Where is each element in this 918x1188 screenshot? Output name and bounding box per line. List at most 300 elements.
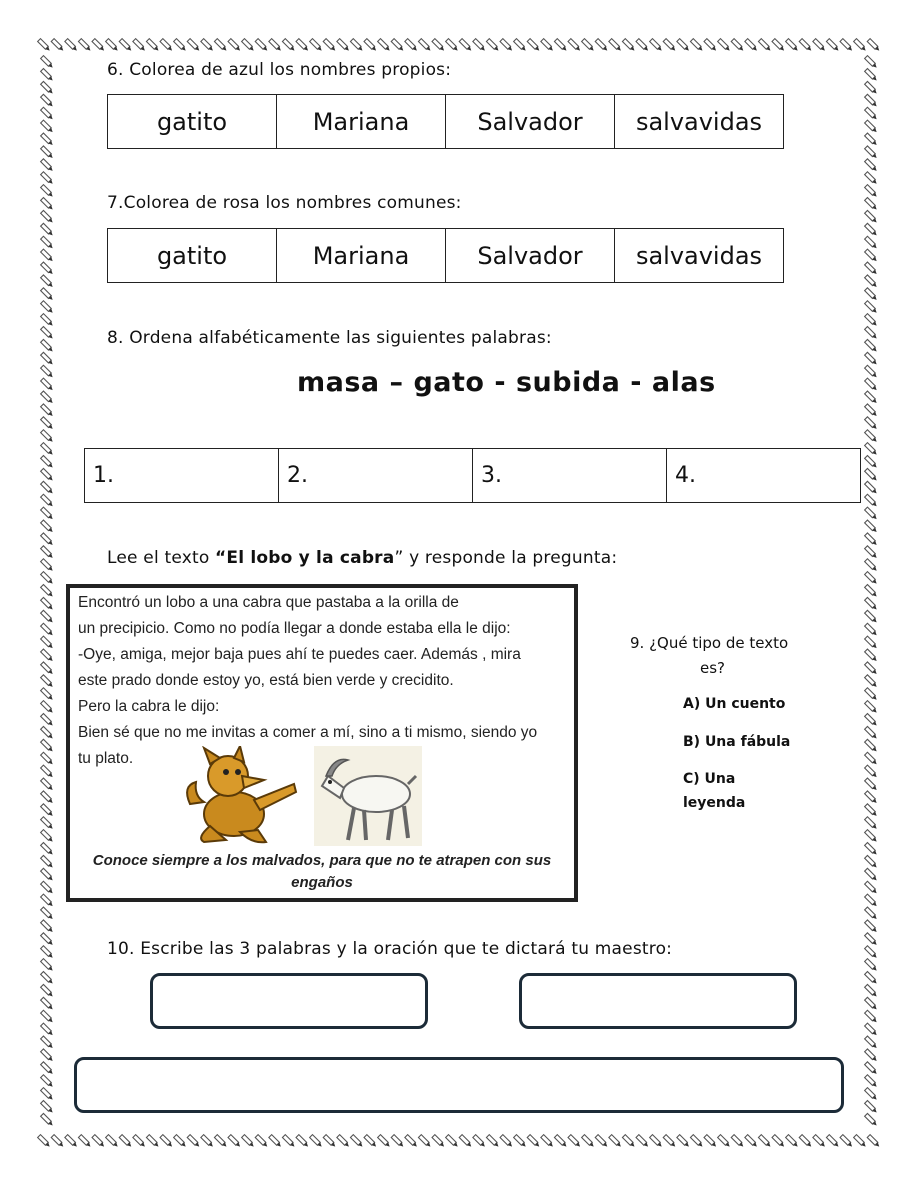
pencil-icon <box>865 249 878 262</box>
pencil-icon <box>772 1135 785 1148</box>
pencil-icon <box>378 39 391 52</box>
pencil-icon <box>41 507 54 520</box>
pencil-border-bottom <box>36 1130 882 1152</box>
pencil-icon <box>41 249 54 262</box>
pencil-icon <box>745 1135 758 1148</box>
pencil-icon <box>41 339 54 352</box>
pencil-icon <box>41 984 54 997</box>
pencil-icon <box>731 39 744 52</box>
dictation-word-box[interactable] <box>150 973 428 1029</box>
pencil-icon <box>622 1135 635 1148</box>
pencil-icon <box>840 39 853 52</box>
pencil-icon <box>146 39 159 52</box>
pencil-icon <box>865 714 878 727</box>
pencil-icon <box>41 69 54 82</box>
pencil-icon <box>865 236 878 249</box>
pencil-icon <box>865 778 878 791</box>
pencil-icon <box>636 1135 649 1148</box>
pencil-icon <box>133 39 146 52</box>
story-line: un precipicio. Como no podía llegar a donde estaba ella le dijo: <box>78 620 511 637</box>
pencil-icon <box>865 1010 878 1023</box>
q8-answer-slot[interactable]: 4. <box>667 449 861 503</box>
pencil-icon <box>527 1135 540 1148</box>
pencil-icon <box>41 714 54 727</box>
pencil-icon <box>865 301 878 314</box>
pencil-icon <box>78 39 91 52</box>
pencil-border-top <box>36 34 882 56</box>
pencil-icon <box>41 597 54 610</box>
pencil-icon <box>65 39 78 52</box>
pencil-icon <box>609 39 622 52</box>
pencil-icon <box>41 997 54 1010</box>
pencil-icon <box>41 572 54 585</box>
pencil-icon <box>432 39 445 52</box>
pencil-icon <box>41 378 54 391</box>
pencil-icon <box>255 39 268 52</box>
q6-title: 6. Colorea de azul los nombres propios: <box>107 60 452 80</box>
pencil-icon <box>269 1135 282 1148</box>
pencil-icon <box>459 1135 472 1148</box>
pencil-icon <box>865 69 878 82</box>
pencil-icon <box>41 559 54 572</box>
story-line: Pero la cabra le dijo: <box>78 698 220 715</box>
pencil-icon <box>772 39 785 52</box>
pencil-icon <box>865 56 878 69</box>
pencil-icon <box>865 146 878 159</box>
pencil-icon <box>160 39 173 52</box>
pencil-icon <box>826 1135 839 1148</box>
pencil-icon <box>500 1135 513 1148</box>
pencil-icon <box>405 1135 418 1148</box>
pencil-icon <box>418 39 431 52</box>
pencil-icon <box>865 688 878 701</box>
pencil-icon <box>41 133 54 146</box>
pencil-icon <box>41 868 54 881</box>
pencil-icon <box>41 494 54 507</box>
pencil-icon <box>865 1036 878 1049</box>
reading-intro-after: ” y responde la pregunta: <box>394 548 618 568</box>
story-line: Encontró un lobo a una cabra que pastaba a la orilla de <box>78 594 459 611</box>
pencil-icon <box>41 146 54 159</box>
pencil-icon <box>865 546 878 559</box>
pencil-icon <box>41 946 54 959</box>
pencil-icon <box>554 39 567 52</box>
pencil-icon <box>65 1135 78 1148</box>
q9-option-a[interactable]: A) Un cuento <box>683 696 786 712</box>
pencil-icon <box>865 959 878 972</box>
pencil-icon <box>663 39 676 52</box>
pencil-icon <box>865 1101 878 1114</box>
pencil-icon <box>41 172 54 185</box>
q7-word-cell[interactable]: salvavidas <box>615 229 784 283</box>
pencil-icon <box>41 739 54 752</box>
pencil-icon <box>391 1135 404 1148</box>
pencil-icon <box>865 559 878 572</box>
story-box <box>66 584 578 902</box>
pencil-icon <box>119 39 132 52</box>
q7-word-table <box>107 228 784 283</box>
pencil-icon <box>201 1135 214 1148</box>
pencil-icon <box>201 39 214 52</box>
pencil-icon <box>514 39 527 52</box>
pencil-icon <box>677 39 690 52</box>
pencil-icon <box>41 81 54 94</box>
pencil-icon <box>41 791 54 804</box>
pencil-icon <box>865 1113 878 1126</box>
reading-intro-title: “El lobo y la cabra <box>215 548 395 568</box>
pencil-icon <box>446 1135 459 1148</box>
pencil-icon <box>745 39 758 52</box>
pencil-icon <box>432 1135 445 1148</box>
goat-image <box>314 746 422 846</box>
pencil-icon <box>865 339 878 352</box>
pencil-icon <box>41 352 54 365</box>
pencil-icon <box>865 623 878 636</box>
pencil-icon <box>364 1135 377 1148</box>
pencil-icon <box>446 39 459 52</box>
reading-intro-before: Lee el texto <box>107 548 216 568</box>
pencil-icon <box>865 817 878 830</box>
story-text <box>78 590 570 772</box>
pencil-icon <box>758 1135 771 1148</box>
pencil-icon <box>41 520 54 533</box>
pencil-icon <box>41 236 54 249</box>
pencil-icon <box>731 1135 744 1148</box>
pencil-icon <box>41 94 54 107</box>
q8-answer-slot[interactable]: 1. <box>85 449 279 503</box>
q6-word-table <box>107 94 784 149</box>
pencil-icon <box>865 1023 878 1036</box>
pencil-icon <box>865 365 878 378</box>
pencil-icon <box>41 185 54 198</box>
pencil-icon <box>865 597 878 610</box>
pencil-icon <box>865 198 878 211</box>
pencil-icon <box>500 39 513 52</box>
q6-word-cell[interactable]: Salvador <box>446 95 615 149</box>
pencil-icon <box>106 39 119 52</box>
pencil-icon <box>41 1049 54 1062</box>
pencil-icon <box>865 843 878 856</box>
q8-answer-slot[interactable]: 2. <box>279 449 473 503</box>
pencil-icon <box>41 456 54 469</box>
pencil-icon <box>92 1135 105 1148</box>
pencil-icon <box>595 39 608 52</box>
pencil-icon <box>840 1135 853 1148</box>
pencil-icon <box>865 726 878 739</box>
pencil-icon <box>41 1023 54 1036</box>
pencil-icon <box>92 39 105 52</box>
pencil-border-right <box>858 34 884 1152</box>
story-line: este prado donde estoy yo, está bien verde y crecidito. <box>78 672 454 689</box>
q9-question-line1: 9. ¿Qué tipo de texto <box>630 634 789 652</box>
pencil-icon <box>609 1135 622 1148</box>
story-line: -Oye, amiga, mejor baja pues ahí te puedes caer. Además , mira <box>78 646 521 663</box>
pencil-icon <box>865 185 878 198</box>
dictation-sentence-box[interactable] <box>74 1057 844 1113</box>
pencil-icon <box>41 726 54 739</box>
pencil-icon <box>865 456 878 469</box>
pencil-icon <box>826 39 839 52</box>
pencil-icon <box>323 1135 336 1148</box>
pencil-icon <box>41 198 54 211</box>
pencil-icon <box>41 933 54 946</box>
pencil-icon <box>865 881 878 894</box>
pencil-icon <box>758 39 771 52</box>
pencil-icon <box>41 649 54 662</box>
pencil-icon <box>41 275 54 288</box>
pencil-icon <box>41 301 54 314</box>
pencil-icon <box>865 210 878 223</box>
pencil-icon <box>865 520 878 533</box>
pencil-icon <box>799 1135 812 1148</box>
pencil-icon <box>41 881 54 894</box>
pencil-icon <box>41 107 54 120</box>
pencil-icon <box>41 855 54 868</box>
pencil-icon <box>41 920 54 933</box>
pencil-icon <box>41 1113 54 1126</box>
pencil-icon <box>865 855 878 868</box>
pencil-icon <box>582 1135 595 1148</box>
pencil-icon <box>865 107 878 120</box>
pencil-icon <box>582 39 595 52</box>
pencil-icon <box>41 636 54 649</box>
pencil-icon <box>486 1135 499 1148</box>
pencil-icon <box>473 1135 486 1148</box>
pencil-icon <box>486 39 499 52</box>
pencil-icon <box>813 1135 826 1148</box>
pencil-icon <box>41 1036 54 1049</box>
q7-word-cell[interactable]: Mariana <box>277 229 446 283</box>
pencil-icon <box>865 223 878 236</box>
pencil-icon <box>622 39 635 52</box>
pencil-icon <box>41 843 54 856</box>
pencil-icon <box>214 1135 227 1148</box>
pencil-icon <box>41 1010 54 1023</box>
pencil-icon <box>174 1135 187 1148</box>
pencil-icon <box>636 39 649 52</box>
pencil-icon <box>41 894 54 907</box>
pencil-icon <box>865 662 878 675</box>
pencil-icon <box>865 327 878 340</box>
pencil-icon <box>41 468 54 481</box>
reading-intro <box>107 548 617 568</box>
pencil-icon <box>554 1135 567 1148</box>
pencil-icon <box>174 39 187 52</box>
pencil-icon <box>133 1135 146 1148</box>
pencil-icon <box>41 262 54 275</box>
pencil-icon <box>41 288 54 301</box>
pencil-icon <box>41 327 54 340</box>
pencil-icon <box>865 585 878 598</box>
pencil-icon <box>405 39 418 52</box>
pencil-icon <box>865 288 878 301</box>
pencil-icon <box>865 636 878 649</box>
pencil-icon <box>865 133 878 146</box>
pencil-icon <box>865 739 878 752</box>
pencil-icon <box>865 830 878 843</box>
pencil-icon <box>41 1088 54 1101</box>
pencil-icon <box>41 701 54 714</box>
pencil-icon <box>41 688 54 701</box>
pencil-icon <box>214 39 227 52</box>
dictation-word-box[interactable] <box>519 973 797 1029</box>
pencil-icon <box>310 39 323 52</box>
pencil-icon <box>41 120 54 133</box>
pencil-border-left <box>34 34 60 1152</box>
pencil-icon <box>527 39 540 52</box>
pencil-icon <box>242 1135 255 1148</box>
q8-answer-table <box>84 448 861 503</box>
pencil-icon <box>160 1135 173 1148</box>
pencil-icon <box>41 623 54 636</box>
pencil-icon <box>418 1135 431 1148</box>
pencil-icon <box>350 39 363 52</box>
pencil-icon <box>41 1101 54 1114</box>
pencil-icon <box>865 1062 878 1075</box>
pencil-icon <box>41 56 54 69</box>
q10-title: 10. Escribe las 3 palabras y la oración que te dictará tu maestro: <box>107 939 673 959</box>
pencil-icon <box>337 1135 350 1148</box>
pencil-icon <box>41 972 54 985</box>
pencil-icon <box>865 907 878 920</box>
pencil-icon <box>865 468 878 481</box>
pencil-icon <box>41 752 54 765</box>
pencil-icon <box>663 1135 676 1148</box>
pencil-icon <box>865 752 878 765</box>
pencil-icon <box>865 933 878 946</box>
pencil-icon <box>865 507 878 520</box>
pencil-icon <box>704 1135 717 1148</box>
pencil-icon <box>595 1135 608 1148</box>
pencil-icon <box>41 804 54 817</box>
pencil-icon <box>865 701 878 714</box>
pencil-icon <box>41 314 54 327</box>
pencil-icon <box>865 804 878 817</box>
pencil-icon <box>865 443 878 456</box>
pencil-icon <box>865 1049 878 1062</box>
pencil-icon <box>865 262 878 275</box>
pencil-icon <box>865 94 878 107</box>
pencil-icon <box>865 572 878 585</box>
pencil-icon <box>690 39 703 52</box>
pencil-icon <box>718 39 731 52</box>
pencil-icon <box>514 1135 527 1148</box>
pencil-icon <box>865 997 878 1010</box>
pencil-icon <box>364 39 377 52</box>
pencil-icon <box>799 39 812 52</box>
pencil-icon <box>323 39 336 52</box>
pencil-icon <box>41 1062 54 1075</box>
pencil-icon <box>541 39 554 52</box>
pencil-icon <box>41 1075 54 1088</box>
pencil-icon <box>41 907 54 920</box>
pencil-icon <box>41 817 54 830</box>
q6-word-cell[interactable]: salvavidas <box>615 95 784 149</box>
pencil-icon <box>391 39 404 52</box>
pencil-icon <box>865 352 878 365</box>
pencil-icon <box>865 1075 878 1088</box>
pencil-icon <box>541 1135 554 1148</box>
pencil-icon <box>650 1135 663 1148</box>
pencil-icon <box>786 1135 799 1148</box>
q7-word-cell[interactable]: Salvador <box>446 229 615 283</box>
pencil-icon <box>228 39 241 52</box>
pencil-icon <box>865 81 878 94</box>
pencil-icon <box>41 830 54 843</box>
pencil-icon <box>865 314 878 327</box>
pencil-icon <box>865 391 878 404</box>
wolf-image <box>182 746 302 846</box>
pencil-icon <box>459 39 472 52</box>
pencil-icon <box>41 481 54 494</box>
pencil-icon <box>296 1135 309 1148</box>
pencil-icon <box>690 1135 703 1148</box>
pencil-icon <box>865 404 878 417</box>
pencil-icon <box>41 610 54 623</box>
pencil-icon <box>677 1135 690 1148</box>
q8-words-line: masa – gato - subida - alas <box>297 367 716 398</box>
pencil-icon <box>865 894 878 907</box>
pencil-icon <box>718 1135 731 1148</box>
story-line: tu plato. <box>78 750 134 767</box>
pencil-icon <box>650 39 663 52</box>
pencil-icon <box>865 494 878 507</box>
pencil-icon <box>242 39 255 52</box>
pencil-icon <box>865 649 878 662</box>
pencil-icon <box>865 868 878 881</box>
pencil-icon <box>865 791 878 804</box>
pencil-icon <box>41 546 54 559</box>
pencil-icon <box>865 481 878 494</box>
pencil-icon <box>813 39 826 52</box>
pencil-icon <box>187 39 200 52</box>
pencil-icon <box>41 675 54 688</box>
pencil-icon <box>568 39 581 52</box>
pencil-icon <box>41 765 54 778</box>
q9-option-c[interactable]: C) Una <box>683 771 736 787</box>
pencil-icon <box>865 417 878 430</box>
pencil-icon <box>865 159 878 172</box>
pencil-icon <box>378 1135 391 1148</box>
pencil-icon <box>41 959 54 972</box>
pencil-icon <box>865 984 878 997</box>
pencil-icon <box>337 39 350 52</box>
story-moral: Conoce siempre a los malvados, para que no te atrapen con sus engaños <box>92 852 552 891</box>
pencil-icon <box>865 610 878 623</box>
pencil-icon <box>282 39 295 52</box>
pencil-icon <box>296 39 309 52</box>
pencil-icon <box>228 1135 241 1148</box>
pencil-icon <box>41 585 54 598</box>
q6-word-cell[interactable]: gatito <box>108 95 277 149</box>
q8-answer-slot[interactable]: 3. <box>473 449 667 503</box>
pencil-icon <box>786 39 799 52</box>
pencil-icon <box>282 1135 295 1148</box>
pencil-icon <box>41 404 54 417</box>
q7-word-cell[interactable]: gatito <box>108 229 277 283</box>
pencil-icon <box>473 39 486 52</box>
pencil-icon <box>41 391 54 404</box>
q6-word-cell[interactable]: Mariana <box>277 95 446 149</box>
pencil-icon <box>865 378 878 391</box>
pencil-icon <box>146 1135 159 1148</box>
pencil-icon <box>865 920 878 933</box>
pencil-icon <box>310 1135 323 1148</box>
q9-option-b[interactable]: B) Una fábula <box>683 734 791 750</box>
q9-question-line2: es? <box>700 659 726 677</box>
pencil-icon <box>865 430 878 443</box>
q9-option-c-cont: leyenda <box>683 795 746 811</box>
